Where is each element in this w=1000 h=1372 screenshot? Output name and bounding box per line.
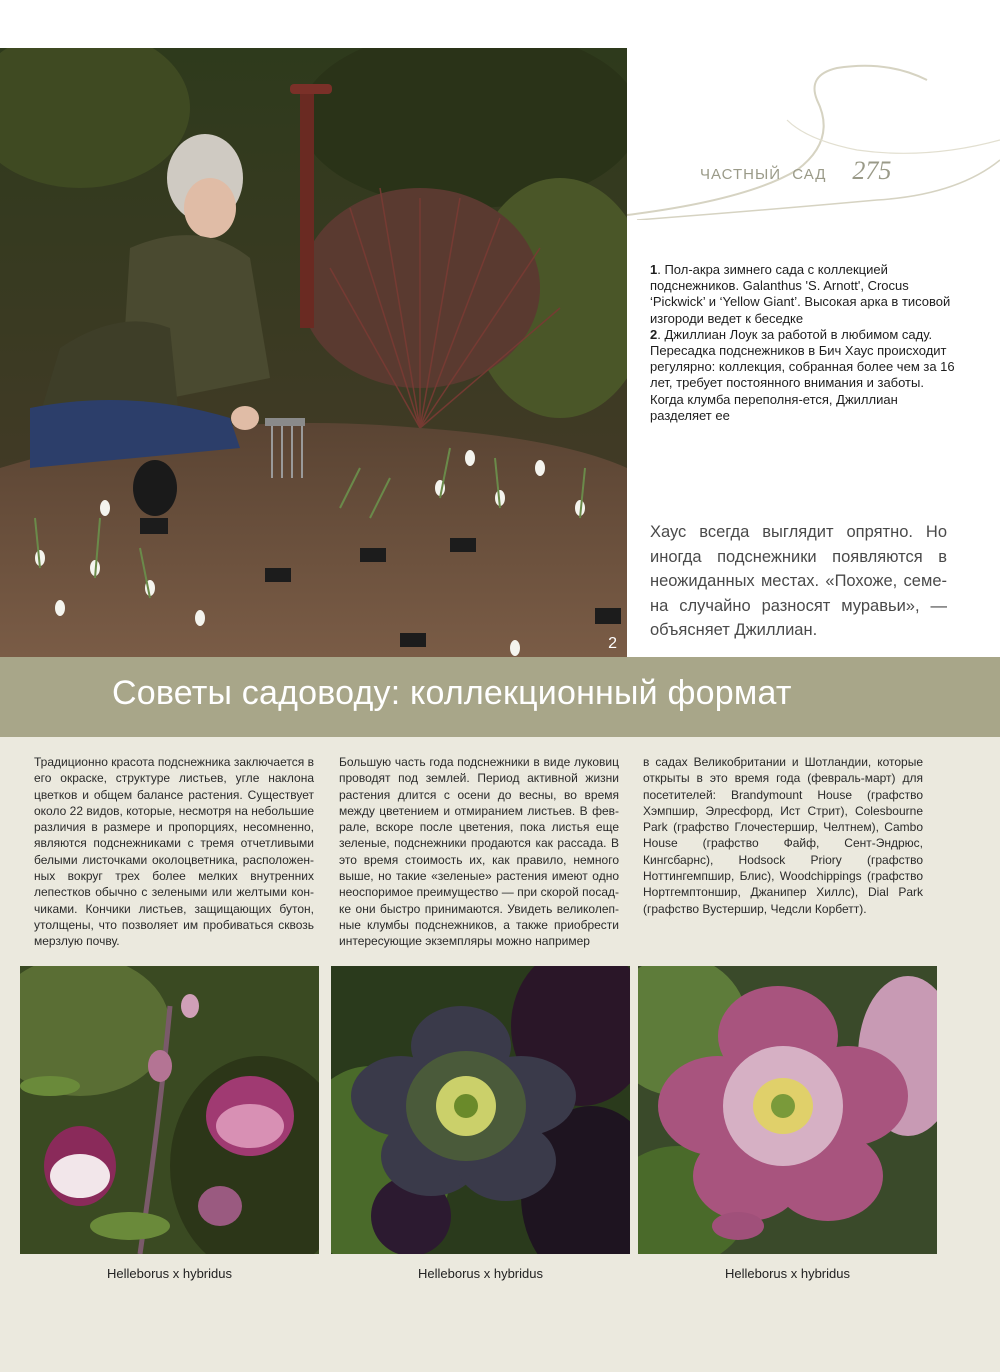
article-text: Хаус всегда выглядит опрятно. Но иногда подснежники появляются в неожиданных местах. «Похоже, семе-на случайно разносят муравьи», — объясняет Джиллиан.: [650, 523, 947, 639]
decorative-swirl: [627, 60, 1000, 220]
hellebore-photo-2: [331, 966, 630, 1254]
tips-column-1: Традиционно красота подснежника заключается в его окраске, структуре листьев, угле наклона цветков и общем балансе растения. Существует около 22 видов, которые, несмотря на небольшие различия в размере и пропорциях, несомненно, являются подснежниками с тремя отчетливыми белыми листочками околоцветника, расположен-ных вокруг трех более мелких внутренних лепестков обычно с зелеными или желтыми кон-чиками. Кончики листьев, защищающих бутон, утолщены, что позволяет им пробиваться сквозь мерзлую почву.: [34, 755, 314, 949]
caption-number: 1: [650, 262, 658, 277]
section-name: ЧАСТНЫЙ САД: [700, 166, 827, 183]
caption-item: [650, 327, 955, 424]
hellebore-photo-3: [638, 966, 937, 1254]
tips-column-2: Большую часть года подснежники в виде луковиц проводят под землей. Период активной жизни растения длится с осени до весны, во время между цветением и отмиранием листьев. В фев-рале, вскоре после цветения, пока листья еще зеленые, подснежники продаются как рассада. В это время стоимость их, как правило, немного выше, но такие «зеленые» растения имеют одно неоспоримое преимущество — при скорой посад-ке они быстро принимаются. Увидеть великолеп-ные клумбы подснежников, а также приобрести интересующие экземпляры можно например: [339, 755, 619, 949]
tips-title: Советы садоводу: коллекционный формат: [112, 674, 792, 712]
flower-caption: Helleborus x hybridus: [724, 1266, 850, 1281]
hellebore-photo-1: [20, 966, 319, 1254]
caption-number: 2: [650, 326, 658, 342]
photo-number: 2: [608, 635, 617, 652]
caption-text: . Джиллиан Лоук за работой в любимом саду. Пересадка подснежников в Бич Хаус происходит регулярно: коллекция, собранная более чем за 16 лет, требует постоянного внимания и заботы. Когда клумба переполня-ется, Джиллиан разделяет ее: [650, 326, 955, 423]
caption-item: [650, 262, 955, 327]
tips-column-3: в садах Великобритании и Шотландии, которые открыты в это время года (февраль-март) для посетителей: Brandymount House (графство Хэмпшир, Элресфорд, Ист Стрит), Colesbourne Park (графство Глочестершир, Челтнем), Cambo House (графство Файф, Сент-Эндрюс, Кингсбарнс), Hodsock Priory (графство Ноттингемпшир, Блис), Woodchippings (графство Нортгемптоншир, Джанипер Хиллс), Dial Park (графство Вустершир, Чедсли Корбетт).: [643, 755, 923, 916]
page-number: 275: [852, 156, 892, 185]
main-garden-photo: [0, 48, 627, 657]
photo-captions: [650, 262, 955, 424]
page-header: [700, 156, 990, 186]
caption-text: . Пол-акра зимнего сада с коллекцией подснежников. Galanthus 'S. Arnott', Crocus ‘Pickwick’ и ‘Yellow Giant’. Высокая арка в тисовой изгороди ведет к беседке: [650, 262, 951, 326]
flower-caption: Helleborus x hybridus: [417, 1266, 543, 1281]
flower-caption: Helleborus x hybridus: [106, 1266, 232, 1281]
